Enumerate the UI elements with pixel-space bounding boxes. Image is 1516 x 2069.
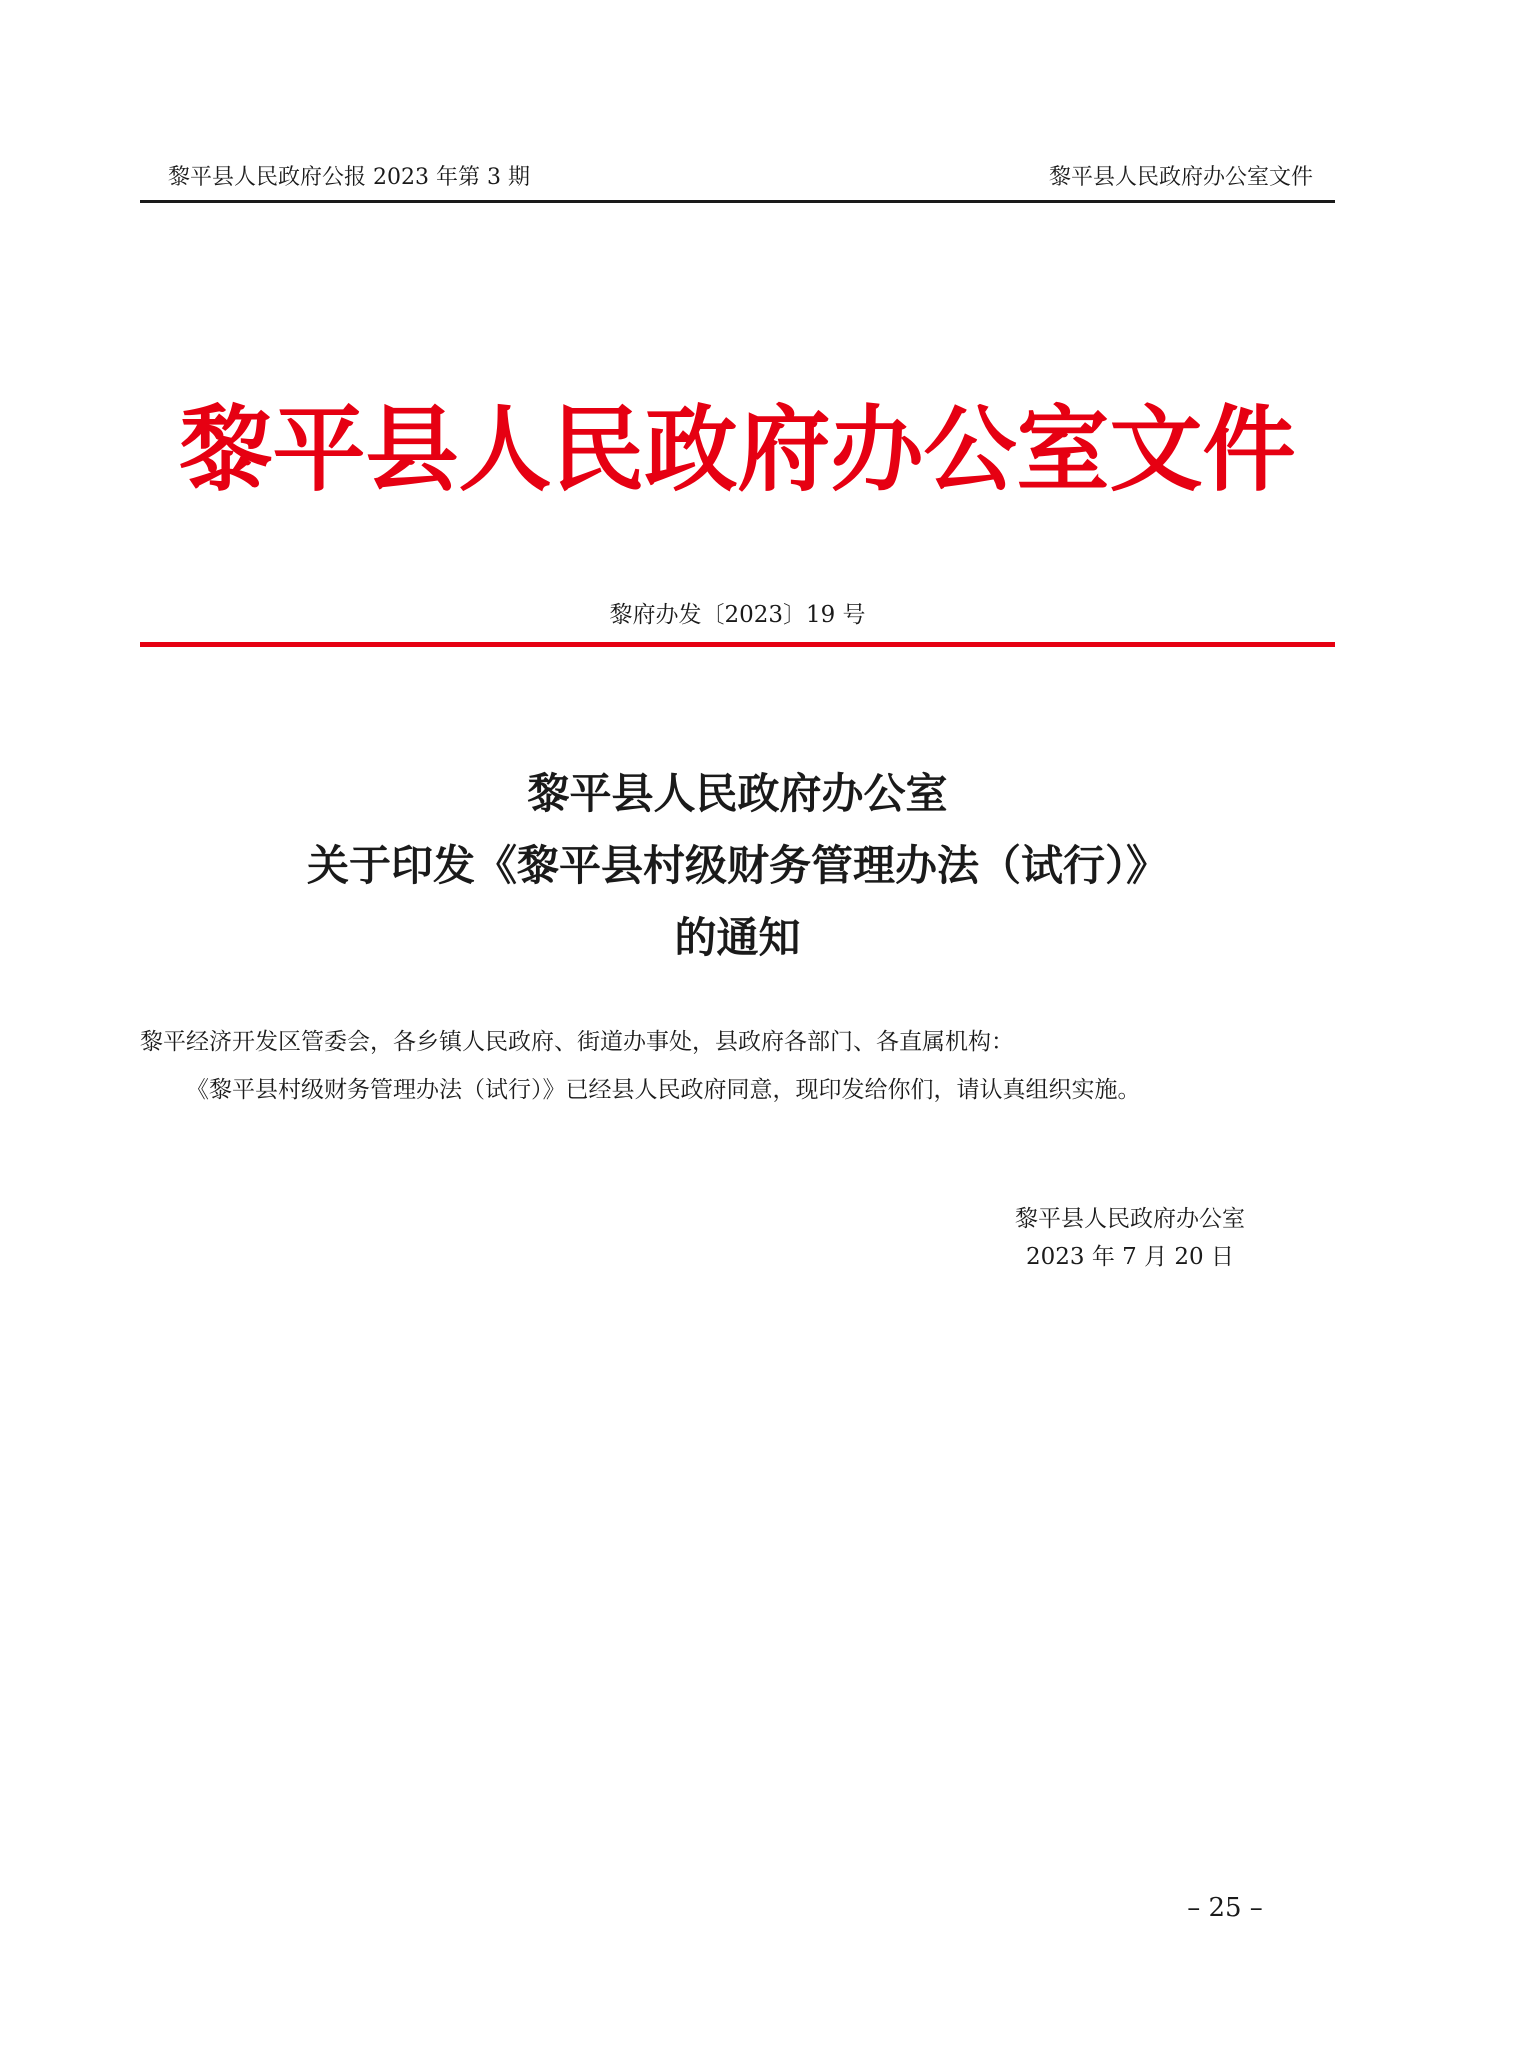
document-number: 黎府办发〔2023〕19 号 — [609, 602, 866, 628]
running-header-left: 黎平县人民政府公报 2023 年第 3 期 — [168, 165, 530, 190]
header-divider — [140, 200, 1335, 203]
document-title — [140, 758, 1335, 974]
body-paragraph: 《黎平县村级财务管理办法（试行）》已经县人民政府同意，现印发给你们，请认真组织实施。 — [186, 1077, 1141, 1103]
page-number: – 25 – — [1187, 1893, 1263, 1923]
issue-date: 2023 年 7 月 20 日 — [1026, 1244, 1234, 1270]
issuer-name: 黎平县人民政府办公室 — [1015, 1206, 1245, 1232]
title-line-3: 的通知 — [674, 913, 801, 962]
running-header — [140, 160, 1335, 196]
signature-block — [990, 1200, 1270, 1276]
title-line-1: 黎平县人民政府办公室 — [527, 769, 948, 818]
running-header-right: 黎平县人民政府办公室文件 — [1048, 165, 1313, 190]
addressee-line: 黎平经济开发区管委会，各乡镇人民政府、街道办事处，县政府各部门、各直属机构： — [140, 1029, 1014, 1055]
title-line-2: 关于印发《黎平县村级财务管理办法（试行）》 — [306, 841, 1168, 890]
red-divider — [140, 642, 1335, 647]
document-masthead: 黎平县人民政府办公室文件 — [179, 395, 1296, 504]
